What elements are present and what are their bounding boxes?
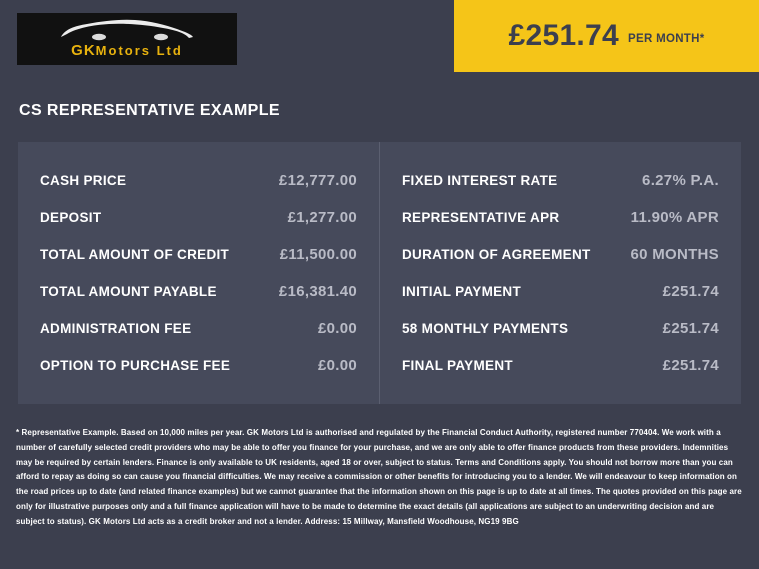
logo-brand-text: GK (71, 42, 96, 59)
row-label: FINAL PAYMENT (402, 358, 513, 373)
table-row (402, 162, 719, 199)
row-value: £0.00 (317, 320, 357, 337)
price-amount: £251.74 (508, 19, 620, 52)
price-period-label: PER MONTH* (628, 33, 705, 45)
row-label: ADMINISTRATION FEE (40, 321, 192, 336)
car-silhouette-icon (57, 16, 197, 42)
row-label: TOTAL AMOUNT PAYABLE (40, 284, 217, 299)
table-row (40, 310, 357, 347)
row-value: £12,777.00 (278, 172, 357, 189)
row-value: £16,381.40 (278, 283, 357, 300)
table-row (40, 347, 357, 384)
finance-panel-left (18, 142, 380, 404)
table-row (40, 162, 357, 199)
finance-details-panels (18, 142, 741, 404)
table-row (402, 347, 719, 384)
row-value: £251.74 (662, 357, 719, 374)
table-row (402, 199, 719, 236)
row-value: £251.74 (662, 283, 719, 300)
logo-sub-text: Motors Ltd (95, 43, 183, 58)
dealer-logo (17, 13, 237, 65)
logo-wordmark (17, 42, 237, 59)
row-label: OPTION TO PURCHASE FEE (40, 358, 231, 373)
row-label: REPRESENTATIVE APR (402, 210, 560, 225)
row-value: £11,500.00 (279, 246, 357, 263)
row-label: TOTAL AMOUNT OF CREDIT (40, 247, 230, 262)
row-label: INITIAL PAYMENT (402, 284, 522, 299)
row-value: 60 MONTHS (630, 246, 719, 263)
row-label: CASH PRICE (40, 173, 127, 188)
table-row (40, 273, 357, 310)
row-value: £1,277.00 (287, 209, 357, 226)
row-label: FIXED INTEREST RATE (402, 173, 558, 188)
finance-panel-right (380, 142, 741, 404)
row-label: DEPOSIT (40, 210, 102, 225)
table-row (40, 236, 357, 273)
table-row (40, 199, 357, 236)
row-label: DURATION OF AGREEMENT (402, 247, 591, 262)
monthly-price-banner (454, 0, 759, 72)
disclaimer-text: * Representative Example. Based on 10,000 miles per year. GK Motors Ltd is authorised and regulated by the Financial Conduct Authority, registered number 770404. We work with a number of carefully selected credit providers who may be able to offer you finance for your purchase, and we are only able to offer finance products from these providers. Indemnities may be required by certain lenders. Finance is only available to UK residents, aged 18 or over, subject to status. Terms and Conditions apply. You should not borrow more than you can afford to repay as doing so can cause you financial difficulties. We may receive a commission or other benefits for introducing you to a lender. We will endeavour to keep information on the road prices up to date (and related finance examples) but we cannot guarantee that the information shown on this page is up to date at all times. The quotes provided on this page are only for illustrative purposes only and a full finance application will have to be made to determine the exact details (all applications are subject to an underwriting decision and are subject to status). GK Motors Ltd acts as a credit broker and not a lender. Address: 15 Millway, Mansfield Woodhouse, NG19 9BG (16, 428, 742, 526)
table-row (402, 236, 719, 273)
row-label: 58 MONTHLY PAYMENTS (402, 321, 569, 336)
row-value: 11.90% APR (630, 209, 719, 226)
page-header (0, 0, 759, 72)
table-row (402, 310, 719, 347)
page-title: CS REPRESENTATIVE EXAMPLE (19, 102, 280, 119)
row-value: £251.74 (662, 320, 719, 337)
table-row (402, 273, 719, 310)
row-value: 6.27% P.A. (642, 172, 719, 189)
row-value: £0.00 (317, 357, 357, 374)
